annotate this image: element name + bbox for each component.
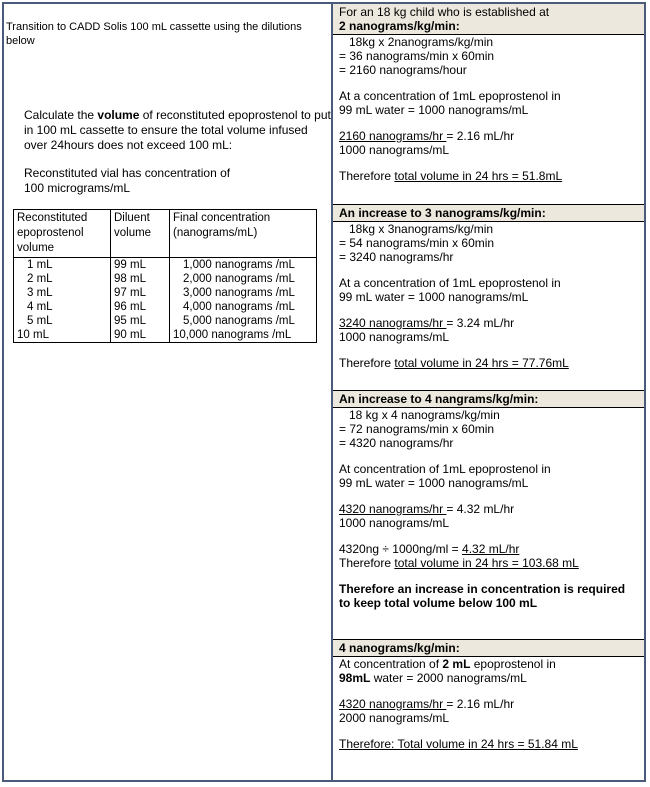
numerator: 4320 nanograms/hr: [339, 697, 447, 711]
calc-line: = 4320 nanograms/hr: [339, 436, 454, 450]
table-cell: 95 mL: [111, 314, 170, 328]
calc-line: 99 mL water = 1000 nanograms/mL: [339, 476, 529, 490]
calc-line: [339, 502, 638, 516]
section-body: [333, 408, 644, 610]
calc-text: water = 2000 nanograms/mL: [370, 671, 527, 685]
calc-bold: 98mL: [339, 671, 371, 685]
calc-text-pre: Calculate the: [24, 108, 98, 122]
section-body: [333, 222, 644, 370]
table-cell: 4,000 nanograms /mL: [183, 301, 295, 313]
table-row: [14, 314, 317, 328]
table-row: [14, 286, 317, 300]
table-cell: 99 mL: [111, 258, 170, 273]
table-header: Reconstituted epoprostenol volume: [14, 210, 111, 258]
conclusion-value: total volume in 24 hrs = 103.68 mL: [394, 556, 579, 570]
calc-line: [339, 697, 638, 711]
result: = 4.32 mL/hr: [446, 502, 515, 516]
table-cell: 97 mL: [111, 286, 170, 300]
table-cell: 10 mL: [14, 328, 111, 343]
table-row: [14, 328, 317, 343]
conclusion-line: [339, 356, 638, 370]
dilution-table: [13, 209, 317, 343]
numerator: 4320 nanograms/hr: [339, 502, 447, 516]
calc-line: [339, 316, 638, 330]
table-row: [14, 300, 317, 314]
calc-line: [339, 542, 638, 556]
table-cell: 5,000 nanograms /mL: [183, 315, 295, 327]
section-heading-dose: 2 nanograms/kg/min:: [339, 19, 460, 33]
calc-text-post: of reconstituted epoprostenol to put in 100 mL cassette to ensure the total volume infused over 24hours does not exceed 100 mL:: [24, 108, 331, 152]
vial-line-2: 100 micrograms/mL: [24, 181, 131, 195]
calc-line: 99 mL water = 1000 nanograms/mL: [339, 290, 529, 304]
intro-text: Transition to CADD Solis 100 mL cassette using the dilutions below: [6, 21, 302, 47]
table-cell: 1 mL: [27, 259, 53, 271]
section-4-nanograms-2ml: [333, 640, 644, 780]
calculation-column: [333, 4, 644, 780]
section-4-nanograms: [333, 391, 644, 640]
calc-text: epoprostenol in: [470, 657, 556, 671]
calc-line: = 3240 nanograms/hr: [339, 250, 454, 264]
conclusion-prefix: Therefore: [339, 169, 395, 183]
denominator: 1000 nanograms/mL: [339, 330, 450, 344]
section-body: [333, 657, 644, 751]
conclusion-line: [339, 169, 638, 183]
calc-line: At concentration of 1mL epoprostenol in: [339, 462, 551, 476]
conclusion-prefix: Therefore: [339, 556, 395, 570]
calc-line: = 72 nanograms/min x 60min: [339, 422, 495, 436]
denominator: 1000 nanograms/mL: [339, 516, 450, 530]
vial-line-1: Reconstituted vial has concentration of: [24, 166, 231, 180]
section-heading: An increase to 4 nangrams/kg/min:: [333, 391, 644, 408]
calculation-instruction: [24, 108, 334, 153]
conclusion-line: Therefore: Total volume in 24 hrs = 51.84 mL: [339, 737, 578, 751]
table-cell: 4 mL: [27, 301, 53, 313]
result: = 2.16 mL/hr: [446, 697, 515, 711]
calc-line: [339, 657, 638, 671]
calc-line: [339, 671, 638, 685]
conclusion-value: total volume in 24 hrs = 77.76mL: [394, 356, 569, 370]
table-cell: 96 mL: [111, 300, 170, 314]
calc-line: At a concentration of 1mL epoprostenol in: [339, 276, 561, 290]
section-heading: [333, 4, 644, 35]
conclusion-value: total volume in 24 hrs = 51.8mL: [394, 169, 563, 183]
table-cell: 3 mL: [27, 287, 53, 299]
conclusion-line: [339, 556, 638, 570]
table-header: Diluent volume: [111, 210, 170, 258]
table-cell: 90 mL: [111, 328, 170, 343]
calc-line: = 36 nanograms/min x 60min: [339, 49, 495, 63]
table-cell: 98 mL: [111, 272, 170, 286]
numerator: 3240 nanograms/hr: [339, 316, 447, 330]
conclusion-prefix: Therefore: [339, 356, 395, 370]
section-body: [333, 35, 644, 183]
table-cell: 2 mL: [27, 273, 53, 285]
concentration-note: Therefore an increase in concentration is required to keep total volume below 100 mL: [339, 582, 626, 610]
section-2-nanograms: [333, 4, 644, 205]
table-cell: 10,000 nanograms /mL: [170, 328, 317, 343]
calc-line: At a concentration of 1mL epoprostenol in: [339, 89, 561, 103]
section-3-nanograms: [333, 205, 644, 391]
result: = 3.24 mL/hr: [446, 316, 515, 330]
calc-line: 18 kg x 4 nanograms/kg/min: [349, 408, 500, 422]
table-header: Final concentration (nanograms/mL): [170, 210, 317, 258]
calc-line: 18kg x 2nanograms/kg/min: [349, 35, 494, 49]
calc-line: = 54 nanograms/min x 60min: [339, 236, 495, 250]
result: = 2.16 mL/hr: [446, 129, 515, 143]
numerator: 2160 nanograms/hr: [339, 129, 447, 143]
calc-line: 18kg x 3nanograms/kg/min: [349, 222, 494, 236]
calc-text-bold: volume: [97, 108, 140, 122]
table-cell: 2,000 nanograms /mL: [183, 273, 295, 285]
table-cell: 1,000 nanograms /mL: [183, 259, 295, 271]
calc-line: [339, 129, 638, 143]
calc-line: 99 mL water = 1000 nanograms/mL: [339, 103, 529, 117]
calc-text: At concentration of: [339, 657, 443, 671]
table-row: [14, 258, 317, 273]
section-heading-intro: For an 18 kg child who is established at: [339, 5, 550, 19]
denominator: 1000 nanograms/mL: [339, 143, 450, 157]
denominator: 2000 nanograms/mL: [339, 711, 450, 725]
calc-line: = 2160 nanograms/hour: [339, 63, 467, 77]
section-heading: An increase to 3 nanograms/kg/min:: [333, 205, 644, 222]
table-header-row: [14, 210, 317, 258]
table-row: [14, 272, 317, 286]
table-cell: 5 mL: [27, 315, 53, 327]
calc-bold: 2 mL: [442, 657, 471, 671]
vial-concentration-note: [24, 166, 314, 196]
table-cell: 3,000 nanograms /mL: [183, 287, 295, 299]
section-heading: 4 nanograms/kg/min:: [333, 640, 644, 657]
division-result: 4.32 mL/hr: [462, 542, 520, 556]
division-expression: 4320ng ÷ 1000ng/ml =: [339, 542, 463, 556]
